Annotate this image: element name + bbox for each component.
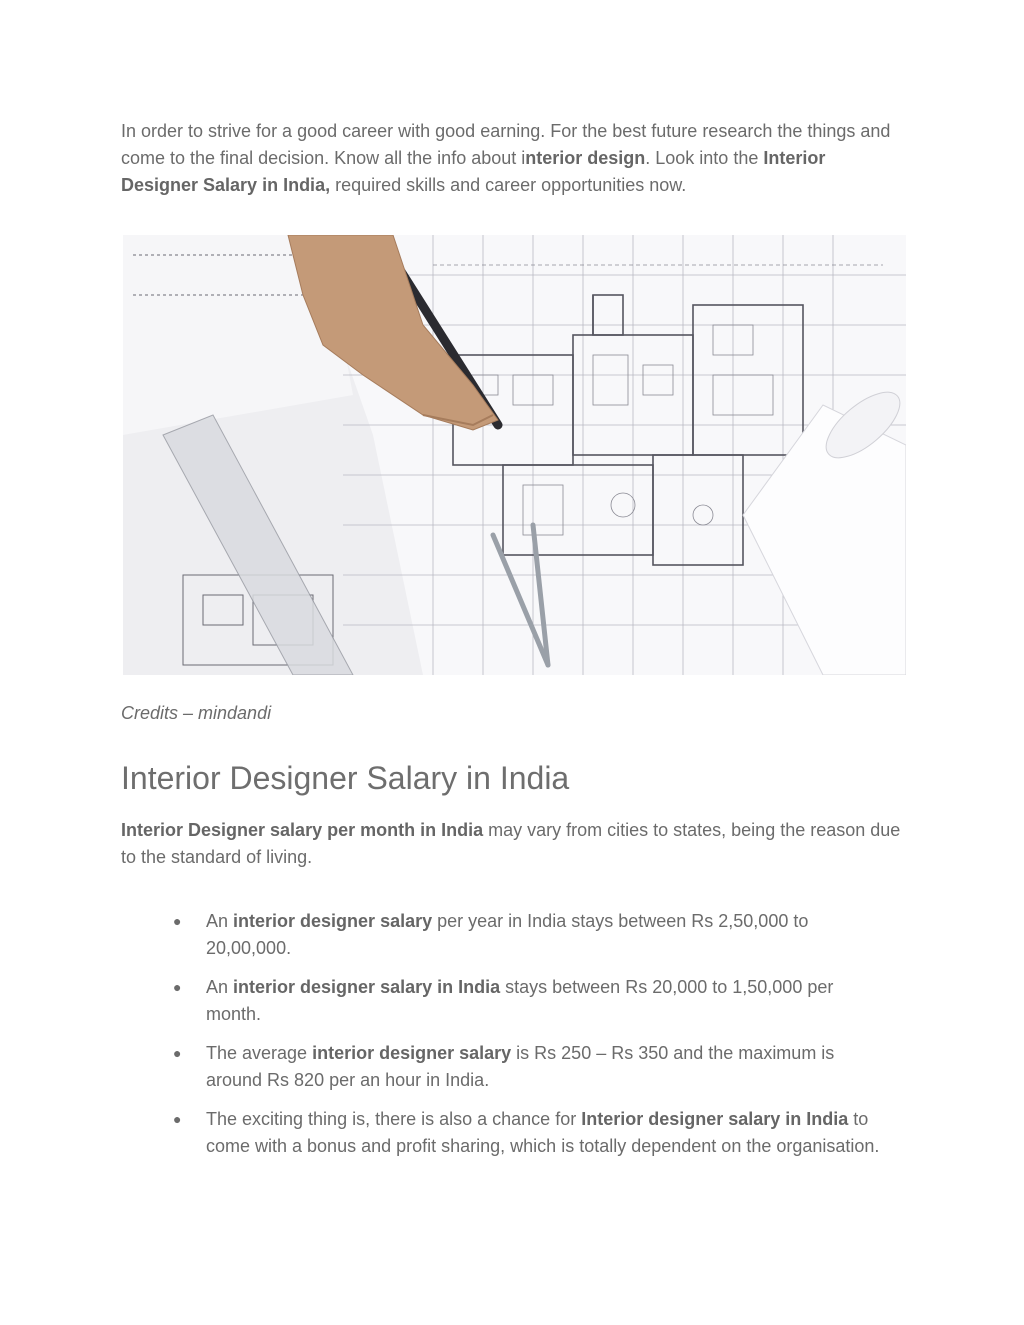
blueprint-illustration: [123, 235, 906, 675]
intro-text-1: In order to strive for a good career with good earning. For the best future research the things and come to the final decision. Know all the info about i: [121, 121, 891, 168]
section-paragraph: [121, 817, 906, 871]
intro-bold-1: nterior design: [525, 148, 646, 168]
list-item: ● The exciting thing is, there is also a chance for Interior designer salary in India to come with a bonus and profit sharing, which is totally dependent on the organisation.: [173, 1106, 893, 1160]
bullet-icon: ●: [173, 913, 182, 929]
section-text: may vary from cities to states, being the reason due to the standard of living.: [121, 820, 901, 867]
intro-bold-2: Interior Designer Salary in India,: [121, 148, 826, 195]
list-item: ● An interior designer salary in India stays between Rs 20,000 to 1,50,000 per month.: [173, 974, 893, 1028]
bullet-icon: ●: [173, 979, 182, 995]
bullet-icon: ●: [173, 1111, 182, 1127]
intro-paragraph: [121, 118, 906, 199]
section-heading: Interior Designer Salary in India: [121, 760, 570, 796]
list-item: ● The average interior designer salary is Rs 250 – Rs 350 and the maximum is around Rs 820 per an hour in India.: [173, 1040, 893, 1094]
intro-text-3: required skills and career opportunities now.: [330, 175, 687, 195]
section-bold: Interior Designer salary per month in India: [121, 820, 484, 840]
salary-bullet-list: [173, 908, 893, 1172]
intro-text-2: . Look into the: [645, 148, 764, 168]
blueprint-image: [123, 235, 906, 675]
image-credits: Credits – mindandi: [121, 703, 272, 723]
bullet-icon: ●: [173, 1045, 182, 1061]
list-item: ● An interior designer salary per year in India stays between Rs 2,50,000 to 20,00,000.: [173, 908, 893, 962]
